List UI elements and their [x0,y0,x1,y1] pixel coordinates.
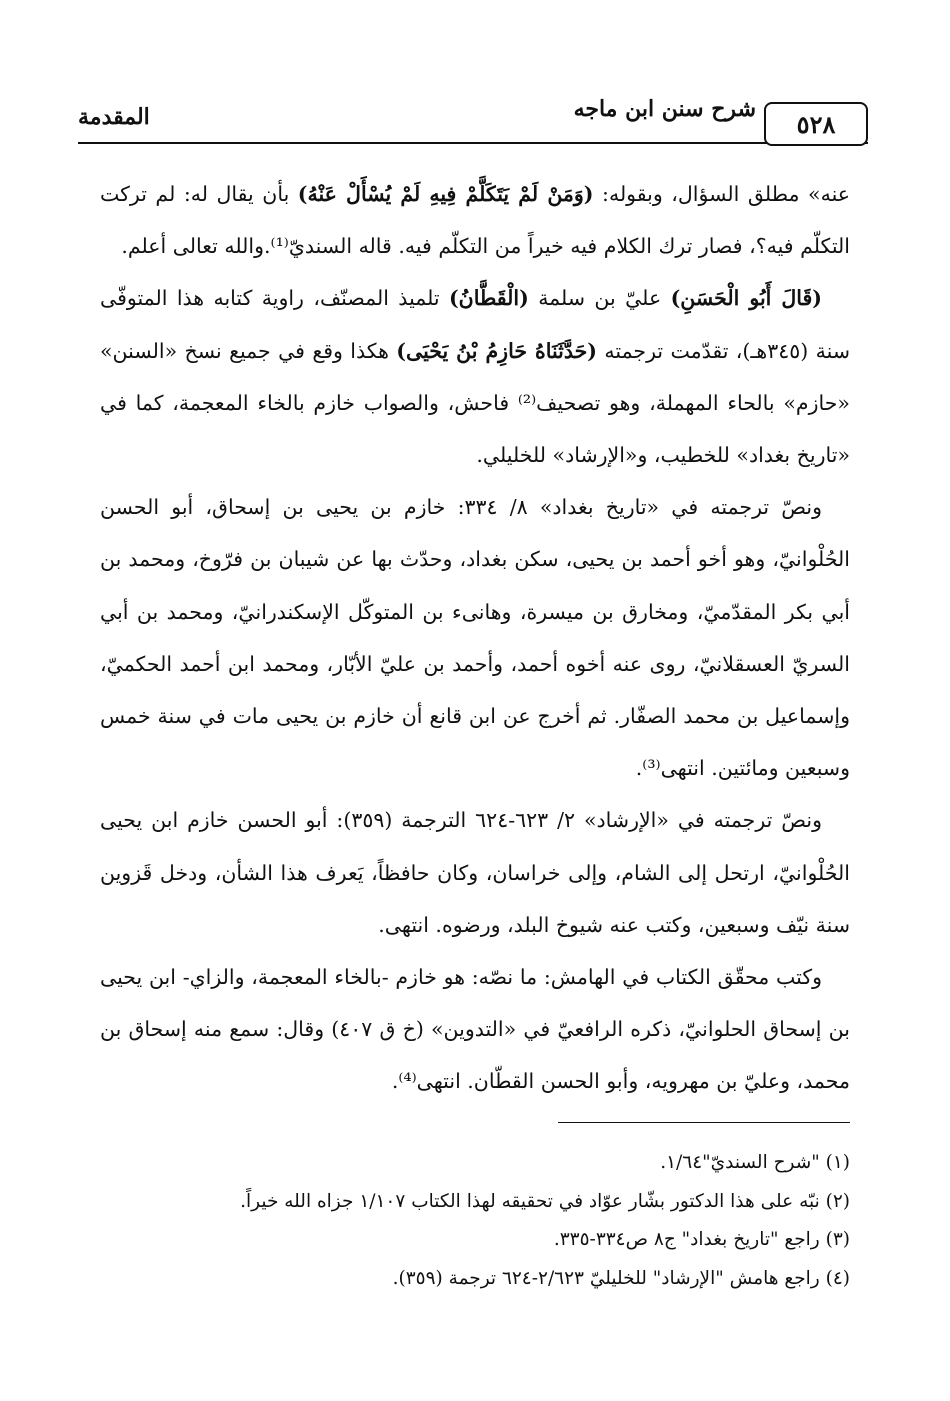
footnote-rule [558,1122,850,1123]
header-rule [78,142,868,144]
section-title: المقدمة [78,104,150,130]
highlight-phrase: (قَالَ أَبُو الْحَسَنِ) [670,286,822,311]
main-text [100,168,850,1108]
paragraph-2: (قَالَ أَبُو الْحَسَنِ) عليّ بن سلمة (الْقَطَّانُ) تلميذ المصنّف، راوية كتابه هذا المتوفّى سنة (٣٤٥هـ)، تقدّمت ترجمته (حَدَّثَنَاهُ حَازِمُ بْنُ يَحْيَى) هكذا وقع في جميع نسخ «السنن» «حازم» بالحاء المهملة، وهو تصحيف⁽²⁾ فاحش، والصواب خازم بالخاء المعجمة، كما في «تاريخ بغداد» للخطيب، و«الإرشاد» للخليلي. [100,286,851,468]
highlight-phrase: (حَدَّثَنَاهُ حَازِمُ بْنُ يَحْيَى) [396,338,598,363]
paragraph-4: ونصّ ترجمته في «الإرشاد» ٢/ ٦٢٣-٦٢٤ الترجمة (٣٥٩): أبو الحسن خازم ابن يحيى الحُلْوانيّ، ارتحل إلى الشام، وإلى خراسان، وكان حافظاً، يَعرف هذا الشأن، ودخل قَزوين سنة نيّف وسبعين، وكتب عنه شيوخ البلد، ورضوه. انتهى. [100,808,850,937]
paragraph-5: وكتب محقّق الكتاب في الهامش: ما نصّه: هو خازم -بالخاء المعجمة، والزاي- ابن يحيى بن إسحاق الحلوانيّ، ذكره الرافعيّ في «التدوين» (خ ق ٤٠٧) وقال: سمع منه إسحاق بن محمد، وعليّ بن مهرويه، وأبو الحسن القطّان. انتهى⁽⁴⁾. [100,965,850,1094]
page-header [78,92,868,152]
page-number: ٥٢٨ [764,102,868,146]
footnotes [100,1144,850,1298]
footnote-4: (٤) راجع هامش "الإرشاد" للخليليّ ٢/٦٢٣-٦٢٤ ترجمة (٣٥٩). [392,1267,850,1289]
book-title: شرح سنن ابن ماجه [573,96,756,122]
footnote-1: (١) "شرح السنديّ"١/٦٤. [660,1152,850,1173]
paragraph-1: عنه» مطلق السؤال، وبقوله: (وَمَنْ لَمْ يَتَكَلَّمْ فِيهِ لَمْ يُسْأَلْ عَنْهُ) بأن يقال له: لم تركت التكلّم فيه؟، فصار ترك الكلام فيه خيراً من التكلّم فيه. قاله السنديّ⁽¹⁾.والله تعالى أعلم. [100,182,850,259]
highlight-phrase: (الْقَطَّانُ) [448,286,529,311]
footnote-2: (٢) نبّه على هذا الدكتور بشّار عوّاد في تحقيقه لهذا الكتاب ١/١٠٧ جزاه الله خيراً. [240,1190,850,1212]
paragraph-3: ونصّ ترجمته في «تاريخ بغداد» ٨/ ٣٣٤: خازم بن يحيى بن إسحاق، أبو الحسن الحُلْوانيّ، وهو أخو أحمد بن يحيى، سكن بغداد، وحدّث بها عن شيبان بن فرّوخ، ومحمد بن أبي بكر المقدّميّ، ومخارق بن ميسرة، وهانىء بن المتوكّل الإسكندرانيّ، ومحمد بن أبي السريّ العسقلانيّ، روى عنه أخوه أحمد، وأحمد بن عليّ الأبّار، ومحمد ابن أحمد الحكميّ، وإسماعيل بن محمد الصفّار. ثم أخرج عن ابن قانع أن خازم بن يحيى مات في سنة خمس وسبعين ومائتين. انتهى⁽³⁾. [100,495,850,781]
highlight-phrase: (وَمَنْ لَمْ يَتَكَلَّمْ فِيهِ لَمْ يُسْأَلْ عَنْهُ) [297,182,594,206]
footnote-3: (٣) راجع "تاريخ بغداد" ج٨ ص٣٣٤-٣٣٥. [553,1229,850,1250]
